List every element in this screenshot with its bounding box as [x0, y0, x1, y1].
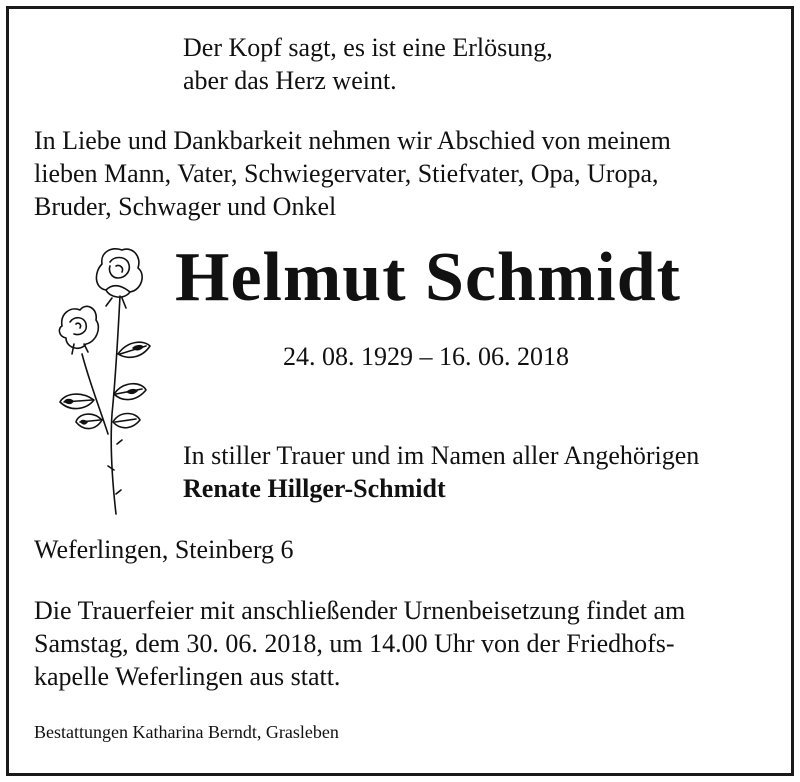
- address: Weferlingen, Steinberg 6: [34, 535, 294, 564]
- mourner-name: Renate Hillger-Schmidt: [183, 474, 446, 503]
- funeral-line-1: Die Trauerfeier mit anschließender Urnenbeisetzung findet am: [34, 596, 686, 625]
- motto-line-1: Der Kopf sagt, es ist eine Erlösung,: [183, 33, 553, 62]
- mourners-line: In stiller Trauer und im Namen aller Angehörigen: [183, 441, 700, 470]
- deceased-name: Helmut Schmidt: [175, 239, 681, 316]
- intro-line-3: Bruder, Schwager und Onkel: [34, 192, 337, 221]
- motto-line-2: aber das Herz weint.: [183, 66, 397, 95]
- funeral-line-3: kapelle Weferlingen aus statt.: [34, 662, 341, 691]
- undertaker: Bestattungen Katharina Berndt, Grasleben: [34, 722, 339, 742]
- life-dates: 24. 08. 1929 – 16. 06. 2018: [283, 342, 569, 371]
- funeral-line-2: Samstag, dem 30. 06. 2018, um 14.00 Uhr von der Friedhofs-: [34, 629, 675, 658]
- intro-line-1: In Liebe und Dankbarkeit nehmen wir Abschied von meinem: [34, 126, 671, 155]
- rose-icon: [50, 244, 160, 518]
- intro-line-2: lieben Mann, Vater, Schwiegervater, Stiefvater, Opa, Uropa,: [34, 159, 659, 188]
